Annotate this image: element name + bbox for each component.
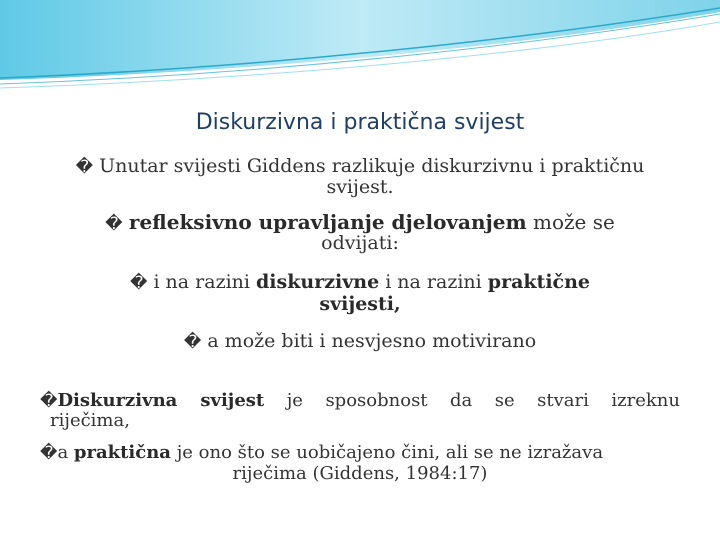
bullet-icon: � (75, 157, 94, 177)
paragraph-1-line-2: riječima, (50, 410, 130, 431)
paragraph-1-line-1: �Diskurzivna svijest je sposobnost da se stvari izreknu (40, 390, 680, 411)
bullet-1-line-1: � Unutar svijesti Giddens razlikuje diskurzivnu i praktičnu (75, 155, 645, 177)
slide-title: Diskurzivna i praktična svijest (195, 110, 525, 135)
bullet-3-line-1: � i na razini diskurzivne i na razini praktične (129, 271, 591, 293)
bullet-2-line-2: odvijati: (321, 232, 399, 254)
bullet-1-line-2: svijest. (326, 176, 394, 198)
bullet-icon: � (129, 273, 148, 293)
header-wave-decoration (0, 0, 720, 95)
bullet-3-line-2: svijesti, (319, 293, 401, 315)
bullet-icon: � (183, 332, 202, 352)
bullet-4-line: � a može biti i nesvjesno motivirano (183, 330, 537, 352)
bullet-2-line-1: � refleksivno upravljanje djelovanjem može se (105, 210, 615, 234)
bullet-icon: � (40, 391, 58, 411)
bullet-icon: � (40, 443, 58, 463)
bullet-icon: � (105, 214, 123, 234)
paragraph-2-line-2: riječima (Giddens, 1984:17) (232, 463, 488, 484)
paragraph-2-line-1: �a praktična je ono što se uobičajeno čini, ali se ne izražava (40, 442, 604, 463)
